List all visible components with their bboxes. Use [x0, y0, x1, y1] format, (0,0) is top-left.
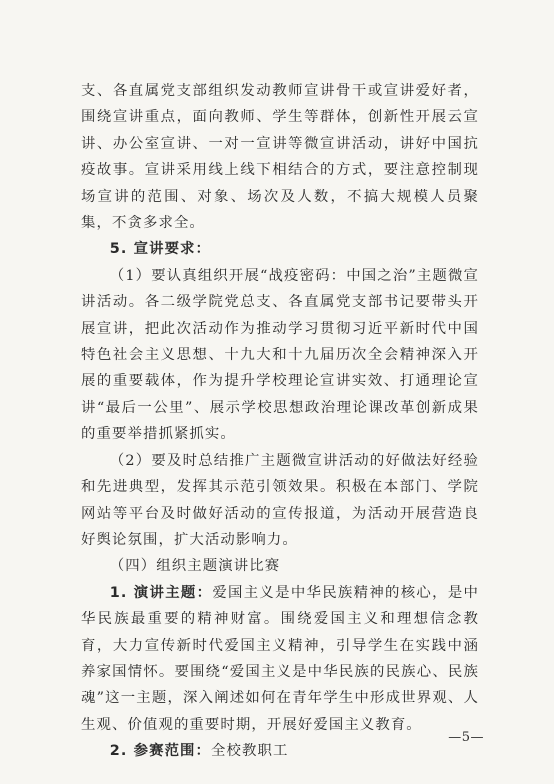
- document-body: [81, 78, 479, 765]
- requirement-2-text: （2）要及时总结推广主题微宣讲活动的好做法好经验和先进典型，发挥其示范引领效果。积极在本部门、学院网站等平台及时做好活动的宣传报道，为活动开展营造良好舆论氛围，扩大活动影响力。: [81, 452, 479, 548]
- section-heading-speech-contest: [81, 553, 479, 579]
- heading-participants: 2. 参赛范围：: [109, 743, 212, 760]
- participants-text: 全校教职工: [211, 743, 289, 760]
- paragraph-intro: [81, 78, 479, 236]
- speech-contest-title: （四）组织主题演讲比赛: [109, 558, 281, 575]
- paragraph-participants: [81, 738, 479, 764]
- paragraph-requirement-2: [81, 448, 479, 554]
- paragraph-requirement-1: [81, 263, 479, 448]
- heading-requirements: 5. 宣讲要求：: [109, 241, 212, 258]
- heading-speech-theme: 1. 演讲主题：: [109, 584, 213, 601]
- paragraph-speech-theme: [81, 580, 479, 738]
- requirement-1-text: （1）要认真组织开展“战疫密码：中国之治”主题微宣讲活动。各二级学院党总支、各直属党支部书记要带头开展宣讲，把此次活动作为推动学习贯彻习近平新时代中国特色社会主义思想、十九大和十九届历次全会精神深入开展的重要载体，作为提升学校理论宣讲实效、打通理论宣讲“最后一公里”、展示学校思想政治理论课改革创新成果的重要举措抓紧抓实。: [81, 267, 479, 443]
- section-heading-requirements: [81, 236, 479, 262]
- speech-theme-text: 爱国主义是中华民族精神的核心，是中华民族最重要的精神财富。围绕爱国主义和理想信念教育，大力宣传新时代爱国主义精神，引导学生在实践中涵养家国情怀。要围绕“爱国主义是中华民族的民族心、民族魂”这一主题，深入阐述如何在青年学生中形成世界观、人生观、价值观的重要时期，开展好爱国主义教育。: [81, 584, 480, 733]
- paragraph-intro-text: 支、各直属党支部组织发动教师宣讲骨干或宣讲爱好者，围绕宣讲重点，面向教师、学生等群体，创新性开展云宣讲、办公室宣讲、一对一宣讲等微宣讲活动，讲好中国抗疫故事。宣讲采用线上线下相结合的方式，要注意控制现场宣讲的范围、对象、场次及人数，不搞大规模人员聚集，不贪多求全。: [81, 83, 479, 232]
- page-number: —5—: [448, 730, 484, 745]
